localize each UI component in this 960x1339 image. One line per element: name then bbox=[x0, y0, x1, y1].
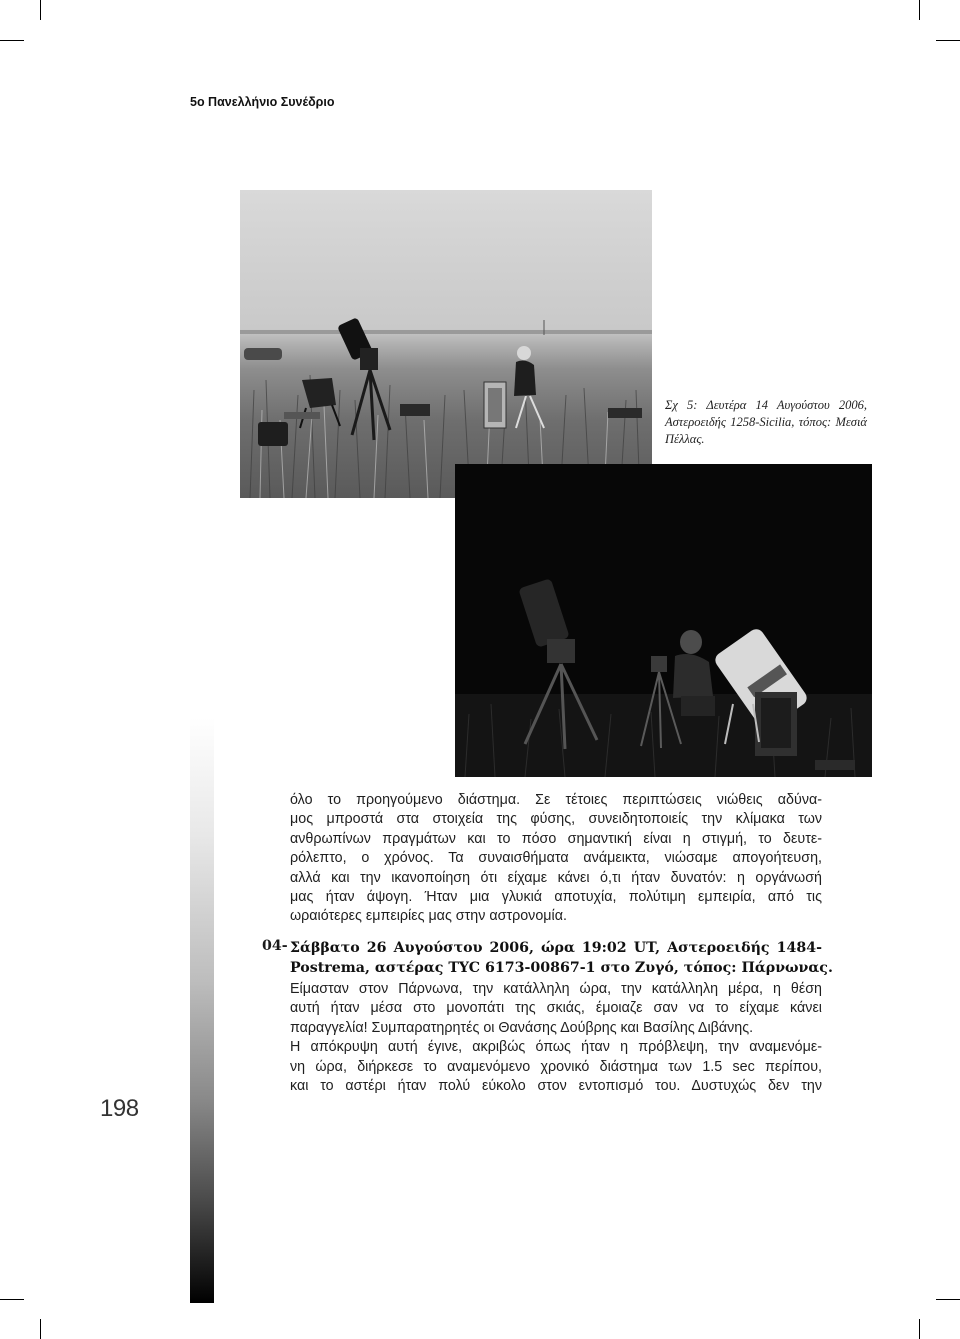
crop-mark bbox=[40, 0, 41, 20]
entry-title bbox=[290, 938, 833, 978]
paragraph bbox=[290, 791, 822, 927]
paragraph-line: ωραιότερες εμπειρίες μας στην αστρονομία. bbox=[290, 908, 567, 925]
entry-body-line: αυτή ήταν μέσα στο μονοπάτι της σκιάς, έμοιαζε σαν να το είχαμε κάνει bbox=[290, 1000, 822, 1017]
crop-mark bbox=[40, 1319, 41, 1339]
photo-daytime-observation bbox=[240, 190, 652, 498]
crop-mark bbox=[919, 1319, 920, 1339]
crop-mark bbox=[0, 40, 24, 41]
entry-body-line: Η απόκρυψη αυτή έγινε, ακριβώς όπως ήταν η πρόβλεψη, την αναμενόμε- bbox=[290, 1039, 822, 1056]
entry-title-line: Σάββατο 26 Αυγούστου 2006, ώρα 19:02 UT, Αστεροειδής 1484- bbox=[290, 940, 822, 956]
figure-caption: Σχ 5: Δευτέρα 14 Αυγούστου 2006, Αστεροειδής 1258-Sicilia, τόπος: Μεσιά Πέλλας. bbox=[665, 398, 867, 446]
paragraph-line: ρόλεπτο, ο χρόνος. Τα συναισθήματα ανάμεικτα, νιώσαμε απογοήτευση, bbox=[290, 850, 822, 867]
entry-number: 04- bbox=[262, 938, 288, 954]
paragraph-line: μας ήταν άψογη. Ήταν μια γλυκιά αποτυχία, πολύτιμη εμπειρία, από τις bbox=[290, 889, 822, 906]
crop-mark bbox=[919, 0, 920, 20]
page-number: 198 bbox=[100, 1095, 139, 1122]
running-header: 5ο Πανελλήνιο Συνέδριο bbox=[190, 95, 335, 109]
entry-body bbox=[290, 980, 822, 1096]
paragraph-line: ανθρωπίνων πραγμάτων και το πόσο σημαντική είναι η στιγμή, το δευτε- bbox=[290, 830, 822, 847]
crop-mark bbox=[936, 1299, 960, 1300]
paragraph-line: όλο το προηγούμενο διάστημα. Σε τέτοιες περιπτώσεις νιώθεις αδύνα- bbox=[290, 792, 822, 808]
entry-body-line: και το αστέρι ήταν πολύ εύκολο στον εντοπισμό του. Δυστυχώς δεν την bbox=[290, 1078, 822, 1095]
entry-body-line: Είμασταν στον Πάρνωνα, την κατάλληλη ώρα, την κατάλληλη μέρα, η θέση bbox=[290, 981, 822, 997]
crop-mark bbox=[0, 1299, 24, 1300]
side-gradient-bar bbox=[190, 718, 214, 1303]
entry-body-line: νη ώρα, διήρκεσε το αναμενόμενο χρονικό διάστημα των 1.5 sec περίπου, bbox=[290, 1058, 822, 1075]
crop-mark bbox=[936, 40, 960, 41]
entry-title-line: Postrema, αστέρας TYC 6173-00867-1 στο Ζυγό, τόπος: Πάρνωνας. bbox=[290, 960, 833, 976]
paragraph-line: αλλά και την ικανοποίηση ότι είχαμε κάνει ό,τι ήταν δυνατόν: η οργάνωσή bbox=[290, 869, 822, 886]
entry-body-line: παραγγελία! Συμπαρατηρητές οι Θανάσης Δούβρης και Βασίλης Διβάνης. bbox=[290, 1019, 754, 1036]
photo-night-observation bbox=[455, 464, 872, 777]
paragraph-line: μος μπροστά στα στοιχεία της φύσης, συνειδητοποιείς την κλίμακα των bbox=[290, 811, 822, 828]
